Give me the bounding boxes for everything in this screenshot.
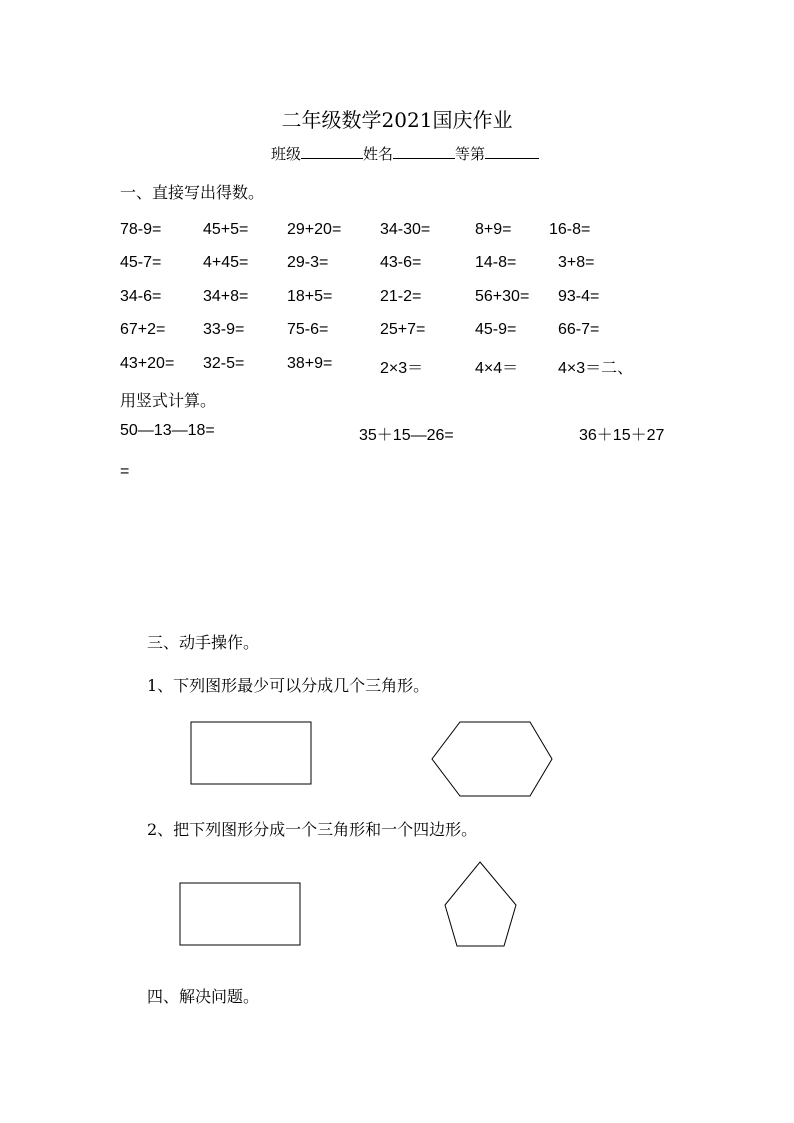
pentagon-shape <box>443 860 519 948</box>
section3-heading: 三、动手操作。 <box>147 633 260 652</box>
equation-with-tail <box>558 355 633 378</box>
equation: 32-5= <box>203 355 245 372</box>
equation: 34-6= <box>120 288 162 305</box>
equation: 93-4= <box>558 288 600 305</box>
grade-label: 等第 <box>455 145 486 163</box>
equation: 45+5= <box>203 221 249 238</box>
equation: 45-9= <box>475 321 517 338</box>
name-label: 姓名 <box>363 145 394 163</box>
grade-blank[interactable] <box>485 144 539 159</box>
equation: 21-2= <box>380 288 422 305</box>
equation: 8+9= <box>475 221 512 238</box>
equation: 18+5= <box>287 288 333 305</box>
equation: 66-7= <box>558 321 600 338</box>
equation: 4+45= <box>203 254 249 271</box>
hexagon-shape <box>431 721 553 797</box>
equation: 34+8= <box>203 288 249 305</box>
equation: 2×3＝ <box>380 360 424 377</box>
equation: 78-9= <box>120 221 162 238</box>
vertical-calc-problem: 50—13—18= <box>120 422 215 439</box>
vertical-calc-wrap: = <box>120 463 130 480</box>
section2-heading-continuation: 用竖式计算。 <box>120 391 217 410</box>
equation: 4×3＝ <box>558 360 602 377</box>
equation: 43-6= <box>380 254 422 271</box>
equation: 67+2= <box>120 321 166 338</box>
vertical-calc-problem: 35＋15—26= <box>359 427 454 444</box>
equation: 38+9= <box>287 355 333 372</box>
equation: 29-3= <box>287 254 329 271</box>
rectangle-shape <box>179 882 301 946</box>
page-title: 二年级数学2021国庆作业 <box>281 108 513 132</box>
rectangle-shape <box>190 721 312 785</box>
equation: 14-8= <box>475 254 517 271</box>
equation: 29+20= <box>287 221 342 238</box>
equation: 16-8= <box>549 221 591 238</box>
section4-heading: 四、解决问题。 <box>147 987 260 1006</box>
name-blank[interactable] <box>393 144 455 159</box>
question-1: 1、下列图形最少可以分成几个三角形。 <box>147 676 430 695</box>
equation: 34-30= <box>380 221 431 238</box>
equation: 45-7= <box>120 254 162 271</box>
equation: 4×4＝ <box>475 360 519 377</box>
equation: 3+8= <box>558 254 595 271</box>
class-blank[interactable] <box>301 144 363 159</box>
equation: 25+7= <box>380 321 426 338</box>
question-2: 2、把下列图形分成一个三角形和一个四边形。 <box>147 820 478 839</box>
equation: 56+30= <box>475 288 530 305</box>
section2-heading-start: 二、 <box>601 360 634 377</box>
section1-heading: 一、直接写出得数。 <box>120 183 265 202</box>
class-label: 班级 <box>271 145 302 163</box>
equation: 43+20= <box>120 355 175 372</box>
equation: 33-9= <box>203 321 245 338</box>
equation: 75-6= <box>287 321 329 338</box>
vertical-calc-problem: 36＋15＋27 <box>579 427 665 444</box>
student-info-line <box>271 143 539 164</box>
